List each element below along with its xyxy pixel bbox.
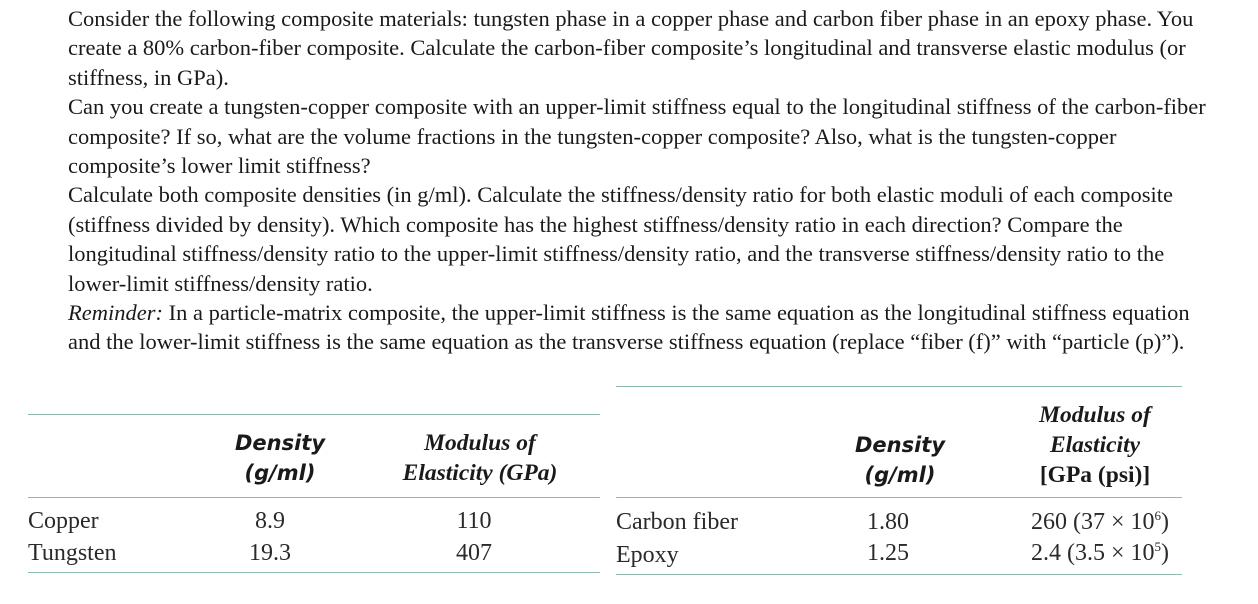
table-cell: 1.25 bbox=[867, 540, 909, 566]
table-cell: 110 bbox=[456, 508, 492, 534]
table-left-top-rule bbox=[28, 414, 600, 415]
table-left-bottom-rule bbox=[28, 572, 600, 573]
table-row: Epoxy bbox=[616, 542, 679, 568]
paragraph-3: Calculate both composite densities (in g/ml). Calculate the stiffness/density ratio for both elastic moduli of each composite (stiffness divided by density). Which composite has the highest stiffness/density ratio in each direction? Compare the longitudinal stiffness/density ratio to the upper-limit stiffness/density ratio, and the transverse stiffness/density ratio to the lower-limit stiffness/density ratio. bbox=[68, 182, 1173, 296]
table-row: Carbon fiber bbox=[616, 509, 738, 535]
table-right-modulus-header: Modulus of Elasticity [GPa (psi)] bbox=[1039, 402, 1151, 488]
table-left-header-rule bbox=[28, 497, 600, 498]
paragraph-reminder bbox=[68, 298, 1218, 357]
table-row: Copper bbox=[28, 508, 99, 534]
reminder-label: Reminder: bbox=[68, 300, 163, 326]
paragraph-1: Consider the following composite materials: tungsten phase in a copper phase and carbon fiber phase in an epoxy phase. You create a 80% carbon-fiber composite. Calculate the carbon-fiber composite’s longitudinal and transverse elastic modulus (or stiffness, in GPa). bbox=[68, 6, 1194, 90]
table-left-modulus-header: Modulus of Elasticity (GPa) bbox=[402, 430, 558, 486]
table-cell: 260 $(37 \times 10^6)$ bbox=[1030, 508, 1170, 535]
table-row: Tungsten bbox=[28, 540, 117, 566]
table-right-bottom-rule bbox=[616, 574, 1182, 575]
table-right-top-rule bbox=[616, 386, 1182, 387]
paragraph-2: Can you create a tungsten-copper composite with an upper-limit stiffness equal to the longitudinal stiffness of the carbon-fiber composite? If so, what are the volume fractions in the tungsten-copper composite? Also, what is the tungsten-copper composite’s lower limit stiffness? bbox=[68, 94, 1206, 179]
table-left-density-header: Density (g/ml) bbox=[234, 431, 326, 485]
table-cell: 407 bbox=[456, 540, 492, 566]
reminder-text: In a particle-matrix composite, the upper-limit stiffness is the same equation as the longitudinal stiffness equation and the lower-limit stiffness is the same equation as the transverse stiffness equation (replace “fiber (f)” with “particle (p)”). bbox=[68, 300, 1190, 355]
problem-statement bbox=[68, 4, 1218, 357]
table-cell: 1.80 bbox=[867, 509, 909, 535]
table-cell: 2.4 $(3.5 \times 10^5)$ bbox=[1030, 539, 1170, 566]
table-right-header-rule bbox=[616, 497, 1182, 498]
table-cell: 19.3 bbox=[249, 540, 291, 566]
table-cell: 8.9 bbox=[255, 508, 285, 534]
table-right-density-header: Density (g/ml) bbox=[854, 433, 946, 487]
